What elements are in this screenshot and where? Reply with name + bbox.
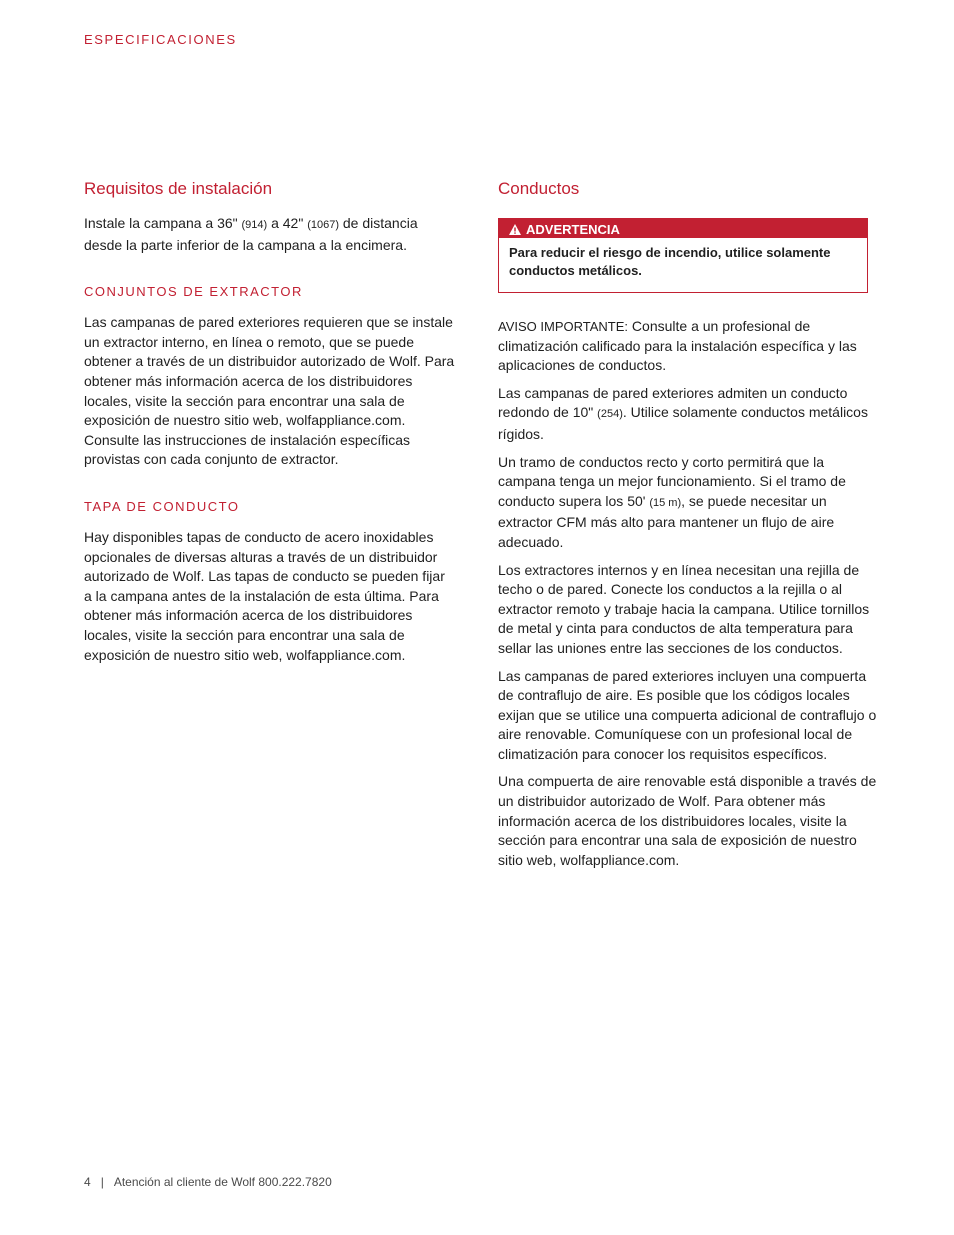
- warning-header: [499, 219, 867, 238]
- footer-separator: |: [100, 1175, 104, 1189]
- makeup-air-paragraph: Una compuerta de aire renovable está disponible a través de un distribuidor autorizado de Wolf. Para obtener más información acerca de los distribuidores locales, visite la sección para encontrar una sala de exposición de nuestro sitio web, wolfappliance.com.: [498, 773, 877, 868]
- duct-cover-heading: TAPA DE CONDUCTO: [84, 498, 240, 514]
- page-number: 4: [84, 1175, 91, 1189]
- duct-cover-text: Hay disponibles tapas de conducto de acero inoxidables opcionales de diversas alturas a través de un distribuidor autorizado de Wolf. Las tapas de conducto se pueden fijar a la campana antes de la instalación de esta última. Para obtener más información acerca de los distribuidores locales, visite la sección para encontrar una sala de exposición de nuestro sitio web, wolfappliance.com.: [84, 528, 445, 663]
- important-notice-label: AVISO IMPORTANTE:: [498, 319, 629, 334]
- page-footer: [84, 1175, 332, 1189]
- customer-service: Atención al cliente de Wolf 800.222.7820: [113, 1175, 332, 1189]
- ducts-heading: Conductos: [498, 179, 580, 198]
- warning-text: Para reducir el riesgo de incendio, utilice solamente conductos metálicos.: [509, 245, 831, 278]
- backdraft-damper-paragraph: Las campanas de pared exteriores incluyen una compuerta de contraflujo de aire. Es posible que los códigos locales exijan que se utilice una compuerta adicional de contraflujo o aire renovable. Comuníquese con un profesional local de climatización para conocer los requisitos específicos.: [498, 667, 877, 762]
- duct-size-paragraph: Las campanas de pared exteriores admiten un conducto redondo de 10" (254). Utilice solamente conductos metálicos rígidos.: [498, 384, 868, 442]
- extractor-kits-heading: CONJUNTOS DE EXTRACTOR: [84, 284, 303, 300]
- important-notice: AVISO IMPORTANTE: Consulte a un profesional de climatización calificado para la instalación específica y las aplicaciones de conductos.: [498, 318, 857, 374]
- left-column: [84, 178, 456, 673]
- warning-title: ADVERTENCIA: [526, 221, 620, 237]
- grille-paragraph: Los extractores internos y en línea necesitan una rejilla de techo o de pared. Conecte los conductos a la rejilla o al extractor remoto y trabaje hacia la campana. Utilice tornillos de metal y cinta para conductos de alta temperatura para sellar las uniones entre las secciones de los conductos.: [498, 561, 870, 656]
- installation-heading: Requisitos de instalación: [84, 179, 273, 198]
- extractor-kits-text: Las campanas de pared exteriores requieren que se instale un extractor interno, en línea o remoto, que se puede obtener a través de un distribuidor autorizado de Wolf. Para obtener más información acerca de los distribuidores locales, visite la sección para encontrar una sala de exposición de nuestro sitio web, wolfappliance.com. Consulte las instrucciones de instalación específicas provistas con cada conjunto de extractor.: [84, 314, 455, 468]
- section-label: ESPECIFICACIONES: [84, 32, 237, 47]
- warning-triangle-icon: [509, 224, 521, 235]
- warning-box: [498, 218, 868, 293]
- duct-run-paragraph: Un tramo de conductos recto y corto permitirá que la campana tenga un mejor funcionamiento. Si el tramo de conducto supera los 50' (15 m), se puede necesitar un extractor CFM más alto para mantener un flujo de aire adecuado.: [498, 453, 846, 550]
- right-column: [498, 178, 884, 878]
- intro-paragraph: Instale la campana a 36" (914) a 42" (1067) de distancia desde la parte inferior de la campana a la encimera.: [84, 215, 418, 253]
